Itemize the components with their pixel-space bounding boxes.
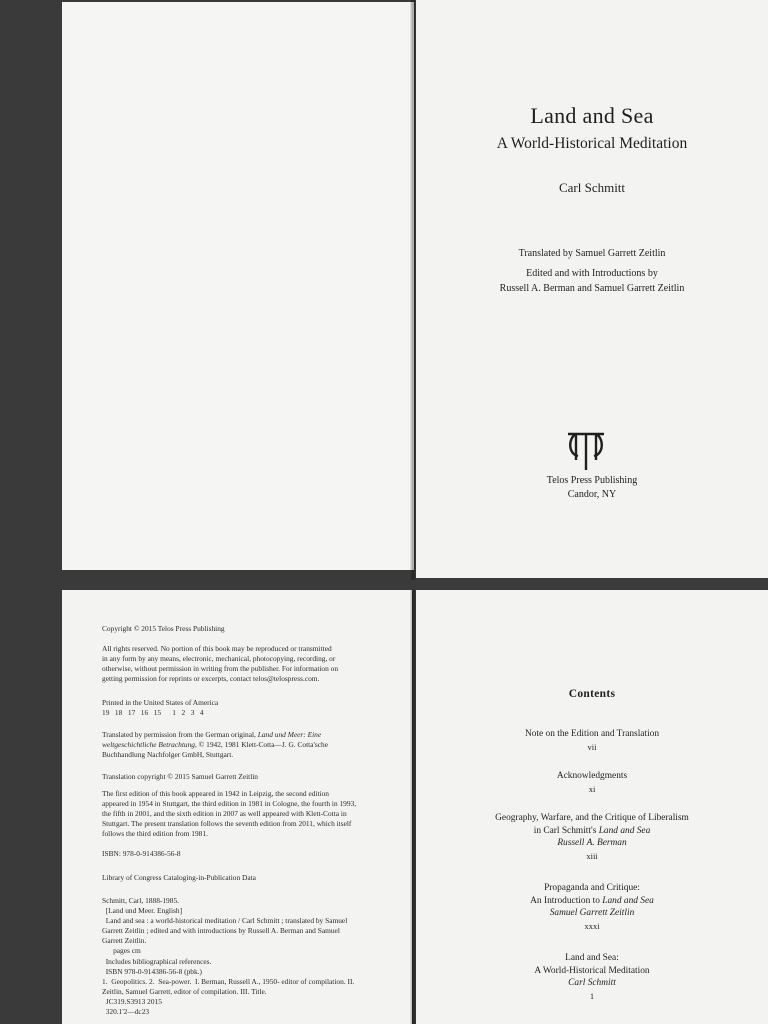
toc-page-number: vii <box>587 741 597 752</box>
cip-line: 320.1'2—dc23 <box>102 1007 150 1017</box>
edition-line: Stuttgart. The present translation follows the seventh edition from 2011, which itself <box>102 819 352 829</box>
editors-line-1: Edited and with Introductions by <box>526 268 658 279</box>
copyright-text: Copyright © 2015 Telos Press Publishing <box>102 624 225 633</box>
permission-text: Translated by permission from the German original, <box>102 730 258 739</box>
toc-page-number: 1 <box>589 990 595 1001</box>
isbn-text: ISBN: 978-0-914386-56-8 <box>102 849 181 858</box>
toc-entry <box>416 812 768 862</box>
telos-press-logo-icon <box>564 428 608 472</box>
toc-entry-author: Carl Schmitt <box>568 978 616 989</box>
original-title-italic: weltgeschichtliche Betrachtung <box>102 740 195 750</box>
cip-line: Garrett Zeitlin ; edited and with introductions by Russell A. Berman and Samuel <box>102 926 340 936</box>
cip-line: Schmitt, Carl, 1888-1985. <box>102 896 179 905</box>
toc-entry-title: Land and Sea: <box>565 953 619 963</box>
permission-text: , © 1942, 1981 Klett-Cotta—J. G. Cotta'sche <box>194 740 328 750</box>
cip-line: ISBN 978-0-914386-56-8 (pbk.) <box>102 966 202 976</box>
book-title: Land and Sea <box>530 103 654 128</box>
copyright-line <box>102 624 402 634</box>
cip-line: Includes bibliographical references. <box>102 956 212 966</box>
toc-entry-author: Samuel Garrett Zeitlin <box>549 908 635 919</box>
cip-line: JC319.S3913 2015 <box>102 996 162 1006</box>
rights-line: in any form by any means, electronic, mechanical, photocopying, recording, or <box>102 654 336 664</box>
translation-copyright <box>102 772 402 782</box>
contents-page <box>416 590 768 1024</box>
original-title-italic: Land und Meer: Eine <box>257 730 322 739</box>
toc-entry <box>416 882 768 932</box>
toc-page-number: xxxi <box>584 920 600 931</box>
contents-heading: Contents <box>568 688 616 700</box>
toc-entry-title: Note on the Edition and Translation <box>524 729 660 739</box>
edition-line: appeared in 1954 in Stuttgart, the third edition in 1981 in Cologne, the fourth in 1993, <box>102 799 357 809</box>
edition-line: follows the third edition from 1981. <box>102 829 208 839</box>
cip-line: [Land und Meer. English] <box>102 906 183 916</box>
cip-line: pages cm <box>102 946 141 956</box>
translation-permission <box>102 730 402 760</box>
blank-left-page <box>62 2 414 570</box>
cip-line: Garrett Zeitlin. <box>102 936 147 946</box>
toc-entry <box>416 770 768 795</box>
toc-entry-title: Acknowledgments <box>556 771 628 781</box>
editors-line-2: Russell A. Berman and Samuel Garrett Zeitlin <box>499 283 685 294</box>
toc-entry-title: Propaganda and Critique: <box>544 883 640 893</box>
toc-entry-title: A World-Historical Meditation <box>534 965 650 976</box>
rights-line: All rights reserved. No portion of this book may be reproduced or transmitted <box>102 644 332 653</box>
rights-line: otherwise, without permission in writing from the publisher. For information on <box>102 664 339 674</box>
toc-entry-title: An Introduction to <box>530 895 603 906</box>
rights-line: getting permission for reprints or excerpts, contact telos@telospress.com. <box>102 674 320 684</box>
cip-line: 1. Geopolitics. 2. Sea-power. I. Berman, Russell A., 1950- editor of compilation. II. <box>102 976 355 986</box>
toc-entry-title: Geography, Warfare, and the Critique of Liberalism <box>495 813 689 823</box>
edition-line: The first edition of this book appeared in 1942 in Leipzig, the second edition <box>102 789 330 798</box>
toc-entry <box>416 952 768 1002</box>
toc-entry-title: in Carl Schmitt's <box>533 825 599 836</box>
book-subtitle: A World-Historical Meditation <box>496 135 688 152</box>
publisher-place: Candor, NY <box>567 489 617 500</box>
toc-page-number: xi <box>588 783 596 794</box>
cip-block <box>102 896 402 1017</box>
toc-entry-italic: Land and Sea <box>602 895 654 906</box>
printing-numbers: 19 18 17 16 15 1 2 3 4 <box>102 708 204 718</box>
translation-copyright-text: Translation copyright © 2015 Samuel Garrett Zeitlin <box>102 772 259 781</box>
copyright-page <box>62 590 412 1024</box>
cip-line: Zeitlin, Samuel Garrett, editor of compilation. III. Title. <box>102 986 267 996</box>
toc-page-number: xiii <box>586 850 598 861</box>
edition-line: the fifth in 2001, and the sixth edition in 2007 as well appeared with Klett-Cotta in <box>102 809 347 819</box>
printed-block <box>102 698 402 718</box>
edition-history <box>102 789 402 839</box>
title-page <box>416 0 768 578</box>
publisher-name: Telos Press Publishing <box>546 475 638 486</box>
toc-entry <box>416 728 768 753</box>
toc-entry-author: Russell A. Berman <box>557 838 627 849</box>
toc-entry-italic: Land and Sea <box>598 825 651 836</box>
translator-line: Translated by Samuel Garrett Zeitlin <box>518 248 666 259</box>
book-author: Carl Schmitt <box>558 180 626 195</box>
loc-heading-text: Library of Congress Cataloging-in-Publication Data <box>102 873 256 882</box>
loc-heading <box>102 873 402 883</box>
printed-line: Printed in the United States of America <box>102 698 219 707</box>
cip-line: Land and sea : a world-historical meditation / Carl Schmitt ; translated by Samuel <box>102 916 348 926</box>
rights-paragraph <box>102 644 402 684</box>
isbn-line <box>102 849 402 859</box>
permission-text: Buchhandlung Nachfolger GmbH, Stuttgart. <box>102 750 234 760</box>
